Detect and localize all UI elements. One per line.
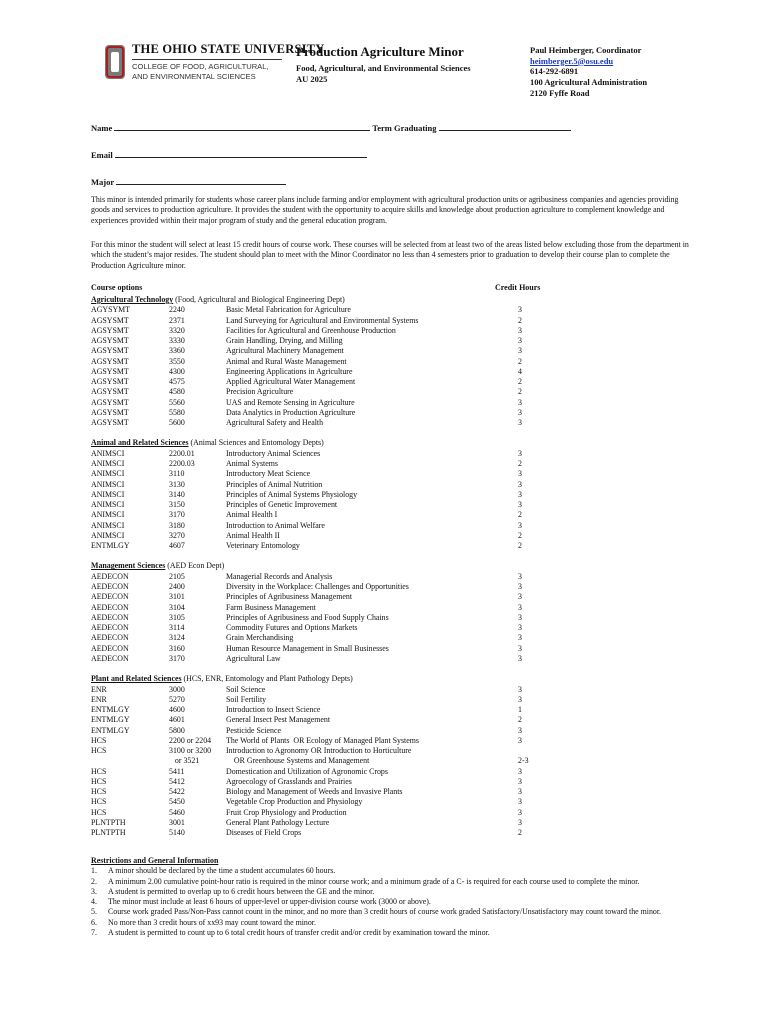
section-name: Agricultural Technology	[91, 295, 174, 304]
course-credits: 3	[518, 571, 522, 581]
course-row	[91, 326, 551, 336]
course-number: 3180	[169, 520, 185, 530]
course-row	[91, 531, 551, 541]
course-credits: 2	[518, 530, 522, 540]
course-row	[91, 305, 551, 315]
logo-divider	[132, 59, 282, 60]
section-name: Plant and Related Sciences	[91, 674, 182, 684]
course-credits: 2-3	[518, 756, 529, 766]
course-number: 3150	[169, 500, 185, 510]
course-row	[91, 715, 551, 725]
name-label: Name	[91, 123, 113, 133]
course-credits: 3	[518, 305, 522, 315]
course-number: 3001	[169, 817, 185, 827]
course-row	[91, 705, 551, 715]
course-title: Farm Business Management	[226, 602, 316, 612]
course-number: 5411	[169, 766, 185, 776]
course-title: Basic Metal Fabrication for Agriculture	[226, 305, 351, 315]
course-dept: ANIMSCI	[91, 469, 125, 479]
course-dept: AEDECON	[91, 571, 129, 581]
course-number: 2240	[169, 305, 185, 315]
course-title: Engineering Applications in Agriculture	[226, 366, 353, 376]
course-row	[91, 377, 551, 387]
course-row	[91, 818, 551, 828]
course-number: 3124	[169, 633, 185, 643]
course-number: 5560	[169, 397, 185, 407]
restriction-text: A student is permitted to count up to 6 total credit hours of transfer credit and/or credit by examination toward the minor.	[108, 928, 490, 938]
course-number: 3110	[169, 469, 185, 479]
course-table	[91, 295, 551, 838]
course-title: Animal Systems	[226, 459, 278, 469]
course-row	[91, 449, 551, 459]
course-number: 3170	[169, 653, 185, 663]
term-graduating-field[interactable]	[439, 122, 571, 131]
course-credits: 3	[518, 797, 522, 807]
course-credits: 3	[518, 325, 522, 335]
course-dept: AGSYSMT	[91, 397, 129, 407]
course-title: Principles of Genetic Improvement	[226, 500, 338, 510]
course-row	[91, 592, 551, 602]
course-row	[91, 480, 551, 490]
course-title: Biology and Management of Weeds and Invasive Plants	[226, 787, 403, 796]
course-dept: AEDECON	[91, 612, 129, 622]
course-number: 3101	[169, 592, 185, 602]
restriction-item	[91, 928, 691, 938]
restriction-text: No more than 3 credit hours of xx93 may count toward the minor.	[108, 917, 316, 927]
course-number: 3330	[169, 336, 185, 346]
restriction-number: 2.	[91, 876, 97, 886]
restriction-text: A minimum 2.00 cumulative point-hour ratio is required in the minor course work; and a minimum grade of a C- is required for each course used to complete the minor.	[108, 876, 640, 886]
course-number: 5140	[169, 828, 185, 837]
course-credits: 3	[518, 500, 522, 510]
course-title: Human Resource Management in Small Businesses	[226, 643, 389, 653]
course-number: 2200.01	[169, 448, 195, 458]
course-title: Vegetable Crop Production and Physiology	[226, 797, 363, 807]
page-title: Production Agriculture Minor	[296, 44, 464, 59]
course-title: Principles of Agribusiness Management	[226, 592, 353, 602]
course-row	[91, 398, 551, 408]
course-title: Facilities for Agricultural and Greenhouse Production	[226, 325, 396, 335]
course-number: 2200 or 2204	[169, 735, 212, 745]
course-dept: AEDECON	[91, 582, 129, 592]
course-row	[91, 367, 551, 377]
course-title: Data Analytics in Production Agriculture	[226, 407, 356, 417]
course-row	[91, 633, 551, 643]
course-title: Applied Agricultural Water Management	[226, 377, 356, 387]
course-title: Commodity Futures and Options Markets	[226, 623, 358, 633]
course-credits: 3	[518, 346, 522, 356]
course-number: 5460	[169, 807, 185, 817]
course-credits: 3	[518, 725, 522, 735]
course-number: 3104	[169, 602, 185, 612]
course-dept: ENR	[91, 684, 107, 694]
course-title: UAS and Remote Sensing in Agriculture	[226, 397, 355, 407]
course-dept: AGSYSMT	[91, 407, 129, 417]
course-dept: HCS	[91, 797, 107, 807]
course-number: 3320	[169, 325, 185, 335]
course-credits: 4	[518, 366, 522, 376]
course-title: Grain Merchandising	[226, 633, 294, 643]
course-credits: 3	[518, 807, 522, 817]
course-dept: HCS	[91, 766, 107, 776]
course-credits: 3	[518, 418, 522, 428]
course-credits: 2	[518, 459, 522, 469]
college-name: COLLEGE OF FOOD, AGRICULTURAL, AND ENVIRONMENTAL SCIENCES	[132, 62, 269, 81]
course-row	[91, 736, 551, 746]
course-number: 2105	[169, 571, 185, 581]
restriction-number: 5.	[91, 907, 97, 917]
course-dept: AEDECON	[91, 602, 129, 612]
course-dept: ANIMSCI	[91, 459, 125, 469]
course-title: Introduction to Animal Welfare	[226, 520, 325, 530]
course-title: Diseases of Field Crops	[226, 828, 302, 837]
section-note: (Animal Sciences and Entomology Depts)	[188, 438, 324, 448]
course-dept: AGSYSMT	[91, 336, 129, 346]
course-credits: 2	[518, 541, 522, 551]
restriction-text: A student is permitted to overlap up to 6 credit hours between the GE and the minor.	[108, 886, 375, 896]
course-credits: 2	[518, 510, 522, 520]
course-dept: AGSYSMT	[91, 325, 129, 335]
course-row	[91, 346, 551, 356]
course-number: 3114	[169, 623, 185, 633]
major-row	[91, 176, 286, 187]
course-dept: HCS	[91, 735, 107, 745]
course-number: 4601	[169, 715, 185, 725]
course-dept: AEDECON	[91, 653, 129, 663]
name-field[interactable]	[114, 122, 370, 131]
course-number: 3170	[169, 510, 185, 520]
course-row	[91, 726, 551, 736]
course-credits: 3	[518, 653, 522, 663]
course-credits: 3	[518, 612, 522, 622]
course-row	[91, 490, 551, 500]
course-credits: 3	[518, 397, 522, 407]
email-row	[91, 149, 367, 160]
course-dept: PLNTPTH	[91, 817, 126, 827]
course-credits: 2	[518, 356, 522, 366]
course-number: 5450	[169, 797, 185, 807]
course-row	[91, 469, 551, 479]
course-row	[91, 408, 551, 418]
course-title: Soil Fertility	[226, 694, 267, 704]
course-dept: ANIMSCI	[91, 500, 125, 510]
course-credits: 3	[518, 489, 522, 499]
course-number: 5422	[169, 787, 185, 796]
section-name: Management Sciences	[91, 561, 166, 571]
course-dept: HCS	[91, 746, 107, 755]
restriction-number: 6.	[91, 917, 97, 927]
course-dept: HCS	[91, 787, 107, 796]
section-gap	[91, 664, 551, 674]
course-title: Veterinary Entomology	[226, 541, 300, 551]
course-dept: ANIMSCI	[91, 489, 125, 499]
course-dept: AGSYSMT	[91, 366, 129, 376]
course-dept: AEDECON	[91, 592, 129, 602]
course-title: Animal Health II	[226, 530, 280, 540]
course-credits: 2	[518, 377, 522, 387]
university-name: THE OHIO STATE UNIVERSITY	[132, 42, 325, 56]
course-dept: ANIMSCI	[91, 448, 125, 458]
course-title: Diversity in the Workplace: Challenges and Opportunities	[226, 582, 409, 592]
restriction-text: Course work graded Pass/Non-Pass cannot count in the minor, and no more than 3 credit hours of course work graded Satisfactory/Unsatisfactory may count toward the minor.	[108, 907, 661, 917]
course-row	[91, 695, 551, 705]
section-heading	[91, 438, 551, 448]
credit-hours-label: Credit Hours	[495, 283, 541, 292]
course-number: 3000	[169, 684, 185, 694]
course-row	[91, 459, 551, 469]
coordinator-office: 100 Agricultural Administration	[530, 77, 648, 88]
course-dept: AEDECON	[91, 633, 129, 643]
course-row	[91, 787, 551, 797]
course-row	[91, 685, 551, 695]
course-number: 5270	[169, 694, 185, 704]
course-title: Animal and Rural Waste Management	[226, 356, 347, 366]
course-credits: 3	[518, 479, 522, 489]
section-heading	[91, 295, 551, 305]
course-title: Agricultural Law	[226, 653, 281, 663]
section-note: (Food, Agricultural and Biological Engineering Dept)	[173, 295, 345, 304]
course-credits: 3	[518, 336, 522, 346]
course-row	[91, 541, 551, 551]
course-title: Introduction to Insect Science	[226, 705, 321, 714]
coordinator-contact	[530, 45, 730, 99]
course-row	[91, 644, 551, 654]
course-title: Agricultural Machinery Management	[226, 346, 344, 356]
course-number: or 3521	[169, 756, 200, 766]
course-credits: 3	[518, 448, 522, 458]
course-number: 4580	[169, 387, 185, 397]
restriction-item	[91, 887, 691, 897]
course-row	[91, 767, 551, 777]
restriction-number: 7.	[91, 928, 97, 938]
course-credits: 3	[518, 469, 522, 479]
course-number: 2400	[169, 582, 185, 592]
course-credits: 3	[518, 766, 522, 776]
course-dept: ANIMSCI	[91, 510, 125, 520]
course-number: 5580	[169, 407, 185, 417]
intro-paragraph-2: For this minor the student will select at least 15 credit hours of course work. These courses will be selected from at least two of the areas listed below excluding those from the department in which the student’s major resides. The student should plan to meet with the Minor Coordinator no less than 4 semesters prior to graduation to develop their course plan to complete the Production Agriculture minor.	[91, 240, 689, 270]
course-row	[91, 777, 551, 787]
course-number: 3550	[169, 356, 185, 366]
course-dept: AGYSYMT	[91, 305, 131, 315]
course-title: Principles of Animal Systems Physiology	[226, 489, 358, 499]
course-credits: 3	[518, 582, 522, 592]
course-number: 4600	[169, 705, 185, 714]
course-row	[91, 654, 551, 664]
course-number: 3140	[169, 489, 185, 499]
course-title: Pesticide Science	[226, 725, 281, 735]
course-dept: AGSYSMT	[91, 315, 129, 325]
course-credits: 1	[518, 705, 522, 714]
course-number: 3270	[169, 530, 185, 540]
course-dept: AGSYSMT	[91, 418, 129, 428]
course-credits: 3	[518, 592, 522, 602]
course-dept: PLNTPTH	[91, 828, 126, 837]
course-dept: AGSYSMT	[91, 377, 129, 387]
restriction-item	[91, 866, 691, 876]
course-title: Managerial Records and Analysis	[226, 571, 333, 581]
course-credits: 3	[518, 817, 522, 827]
title-block	[296, 44, 496, 85]
section-name: Animal and Related Sciences	[91, 438, 189, 448]
course-number: 4607	[169, 541, 185, 551]
course-dept: ENTMLGY	[91, 715, 130, 725]
section-heading	[91, 674, 551, 684]
course-title: Grain Handling, Drying, and Milling	[226, 336, 343, 346]
course-row	[91, 797, 551, 807]
course-number: 2371	[169, 315, 185, 325]
restriction-number: 1.	[91, 866, 97, 876]
course-row	[91, 316, 551, 326]
course-credits: 3	[518, 407, 522, 417]
course-credits: 2	[518, 315, 522, 325]
name-row	[91, 122, 571, 133]
course-row	[91, 808, 551, 818]
restriction-text: A minor should be declared by the time a student accumulates 60 hours.	[108, 866, 336, 876]
restriction-item	[91, 918, 691, 928]
course-number: 2200.03	[169, 459, 195, 469]
course-title: Precision Agriculture	[226, 387, 294, 397]
course-dept: HCS	[91, 807, 107, 817]
email-label: Email	[91, 150, 113, 160]
course-dept: ENR	[91, 694, 107, 704]
course-dept: ANIMSCI	[91, 479, 125, 489]
course-dept: ANIMSCI	[91, 530, 125, 540]
coordinator-name: Paul Heimberger, Coordinator	[530, 45, 642, 55]
section-gap	[91, 428, 551, 438]
course-title: OR Greenhouse Systems and Management	[226, 756, 370, 766]
course-row	[91, 500, 551, 510]
course-number: 3105	[169, 612, 185, 622]
course-title: Fruit Crop Physiology and Production	[226, 807, 347, 817]
coordinator-street: 2120 Fyffe Road	[530, 87, 590, 98]
course-title: General Plant Pathology Lecture	[226, 817, 330, 827]
course-dept: AGSYSMT	[91, 356, 129, 366]
course-row	[91, 623, 551, 633]
course-dept: HCS	[91, 776, 107, 786]
course-credits: 2	[518, 387, 522, 397]
course-row	[91, 582, 551, 592]
email-field[interactable]	[115, 149, 367, 158]
course-number: 3130	[169, 479, 185, 489]
course-number: 5600	[169, 418, 185, 428]
course-credits: 2	[518, 828, 522, 837]
course-credits: 2	[518, 715, 522, 725]
course-dept: ENTMLGY	[91, 705, 130, 714]
course-credits: 3	[518, 694, 522, 704]
course-title: Agroecology of Grasslands and Prairies	[226, 776, 352, 786]
course-credits: 3	[518, 520, 522, 530]
restriction-number: 3.	[91, 886, 97, 896]
course-row	[91, 418, 551, 428]
term-subtitle: AU 2025	[296, 74, 328, 84]
course-title: Soil Science	[226, 684, 266, 694]
course-row	[91, 336, 551, 346]
course-number: 3360	[169, 346, 185, 356]
course-row	[91, 603, 551, 613]
course-credits: 3	[518, 643, 522, 653]
course-number: 3160	[169, 643, 185, 653]
course-number: 5800	[169, 725, 185, 735]
course-row	[91, 613, 551, 623]
section-note: (AED Econ Dept)	[165, 561, 225, 571]
section-heading	[91, 561, 551, 571]
course-title: Introductory Meat Science	[226, 469, 311, 479]
course-credits: 3	[518, 735, 522, 745]
course-row	[91, 387, 551, 397]
course-dept: AGSYSMT	[91, 387, 129, 397]
section-gap	[91, 551, 551, 561]
restrictions-list	[91, 866, 691, 938]
coordinator-email-link[interactable]: heimberger.5@osu.edu	[530, 55, 614, 66]
course-credits: 3	[518, 633, 522, 643]
course-row	[91, 510, 551, 520]
course-credits: 3	[518, 776, 522, 786]
course-dept: AEDECON	[91, 643, 129, 653]
restriction-number: 4.	[91, 897, 97, 907]
coordinator-phone: 614-292-6891	[530, 66, 579, 77]
course-credits: 3	[518, 684, 522, 694]
course-title: Introductory Animal Sciences	[226, 448, 321, 458]
course-dept: AGSYSMT	[91, 346, 129, 356]
restriction-item	[91, 897, 691, 907]
course-title: General Insect Pest Management	[226, 715, 331, 725]
course-title: The World of Plants OR Ecology of Managed Plant Systems	[226, 735, 419, 745]
course-dept: ANIMSCI	[91, 520, 125, 530]
restrictions-section	[91, 856, 691, 938]
course-title: Principles of Animal Nutrition	[226, 479, 323, 489]
block-o-logo-icon	[104, 44, 126, 80]
course-table-header	[91, 283, 551, 292]
course-dept: ENTMLGY	[91, 541, 130, 551]
restriction-item	[91, 907, 691, 917]
course-title: Domestication and Utilization of Agronomic Crops	[226, 766, 388, 776]
course-title: Animal Health I	[226, 510, 278, 520]
course-number: 4300	[169, 366, 185, 376]
course-number: 3100 or 3200	[169, 746, 212, 755]
course-dept: ENTMLGY	[91, 725, 130, 735]
restriction-item	[91, 877, 691, 887]
major-label: Major	[91, 177, 114, 187]
intro-paragraph-1: This minor is intended primarily for students whose career plans include farming and/or employment with agricultural production units or agribusiness companies and agencies providing goods and services to production agriculture. It provides the student with the opportunity to acquire skills and knowledge about production agriculture to complement knowledge and experiences provided within their major program of study and the general education program.	[91, 195, 679, 225]
course-number: 5412	[169, 776, 185, 786]
course-title: Principles of Agribusiness and Food Supply Chains	[226, 612, 389, 622]
course-credits: 3	[518, 602, 522, 612]
course-title: Introduction to Agronomy OR Introduction to Horticulture	[226, 746, 412, 755]
restrictions-heading: Restrictions and General Information	[91, 856, 219, 865]
course-row	[91, 746, 551, 756]
term-graduating-label: Term Graduating	[372, 123, 437, 133]
course-title: Land Surveying for Agricultural and Environmental Systems	[226, 315, 419, 325]
restriction-text: The minor must include at least 6 hours of upper-level or upper-division course work (3000 or above).	[108, 897, 431, 907]
course-options-label: Course options	[91, 283, 143, 292]
course-credits: 3	[518, 623, 522, 633]
section-note: (HCS, ENR, Entomology and Plant Pathology Depts)	[181, 674, 353, 684]
course-dept: AEDECON	[91, 623, 129, 633]
course-row	[91, 521, 551, 531]
major-field[interactable]	[116, 176, 286, 185]
college-subtitle: Food, Agricultural, and Environmental Sciences	[296, 63, 471, 73]
course-row	[91, 828, 551, 838]
course-title: Agricultural Safety and Health	[226, 418, 324, 428]
course-row	[91, 572, 551, 582]
course-row	[91, 756, 551, 766]
course-number: 4575	[169, 377, 185, 387]
document-header	[0, 0, 770, 110]
course-row	[91, 357, 551, 367]
course-credits: 3	[518, 787, 522, 796]
